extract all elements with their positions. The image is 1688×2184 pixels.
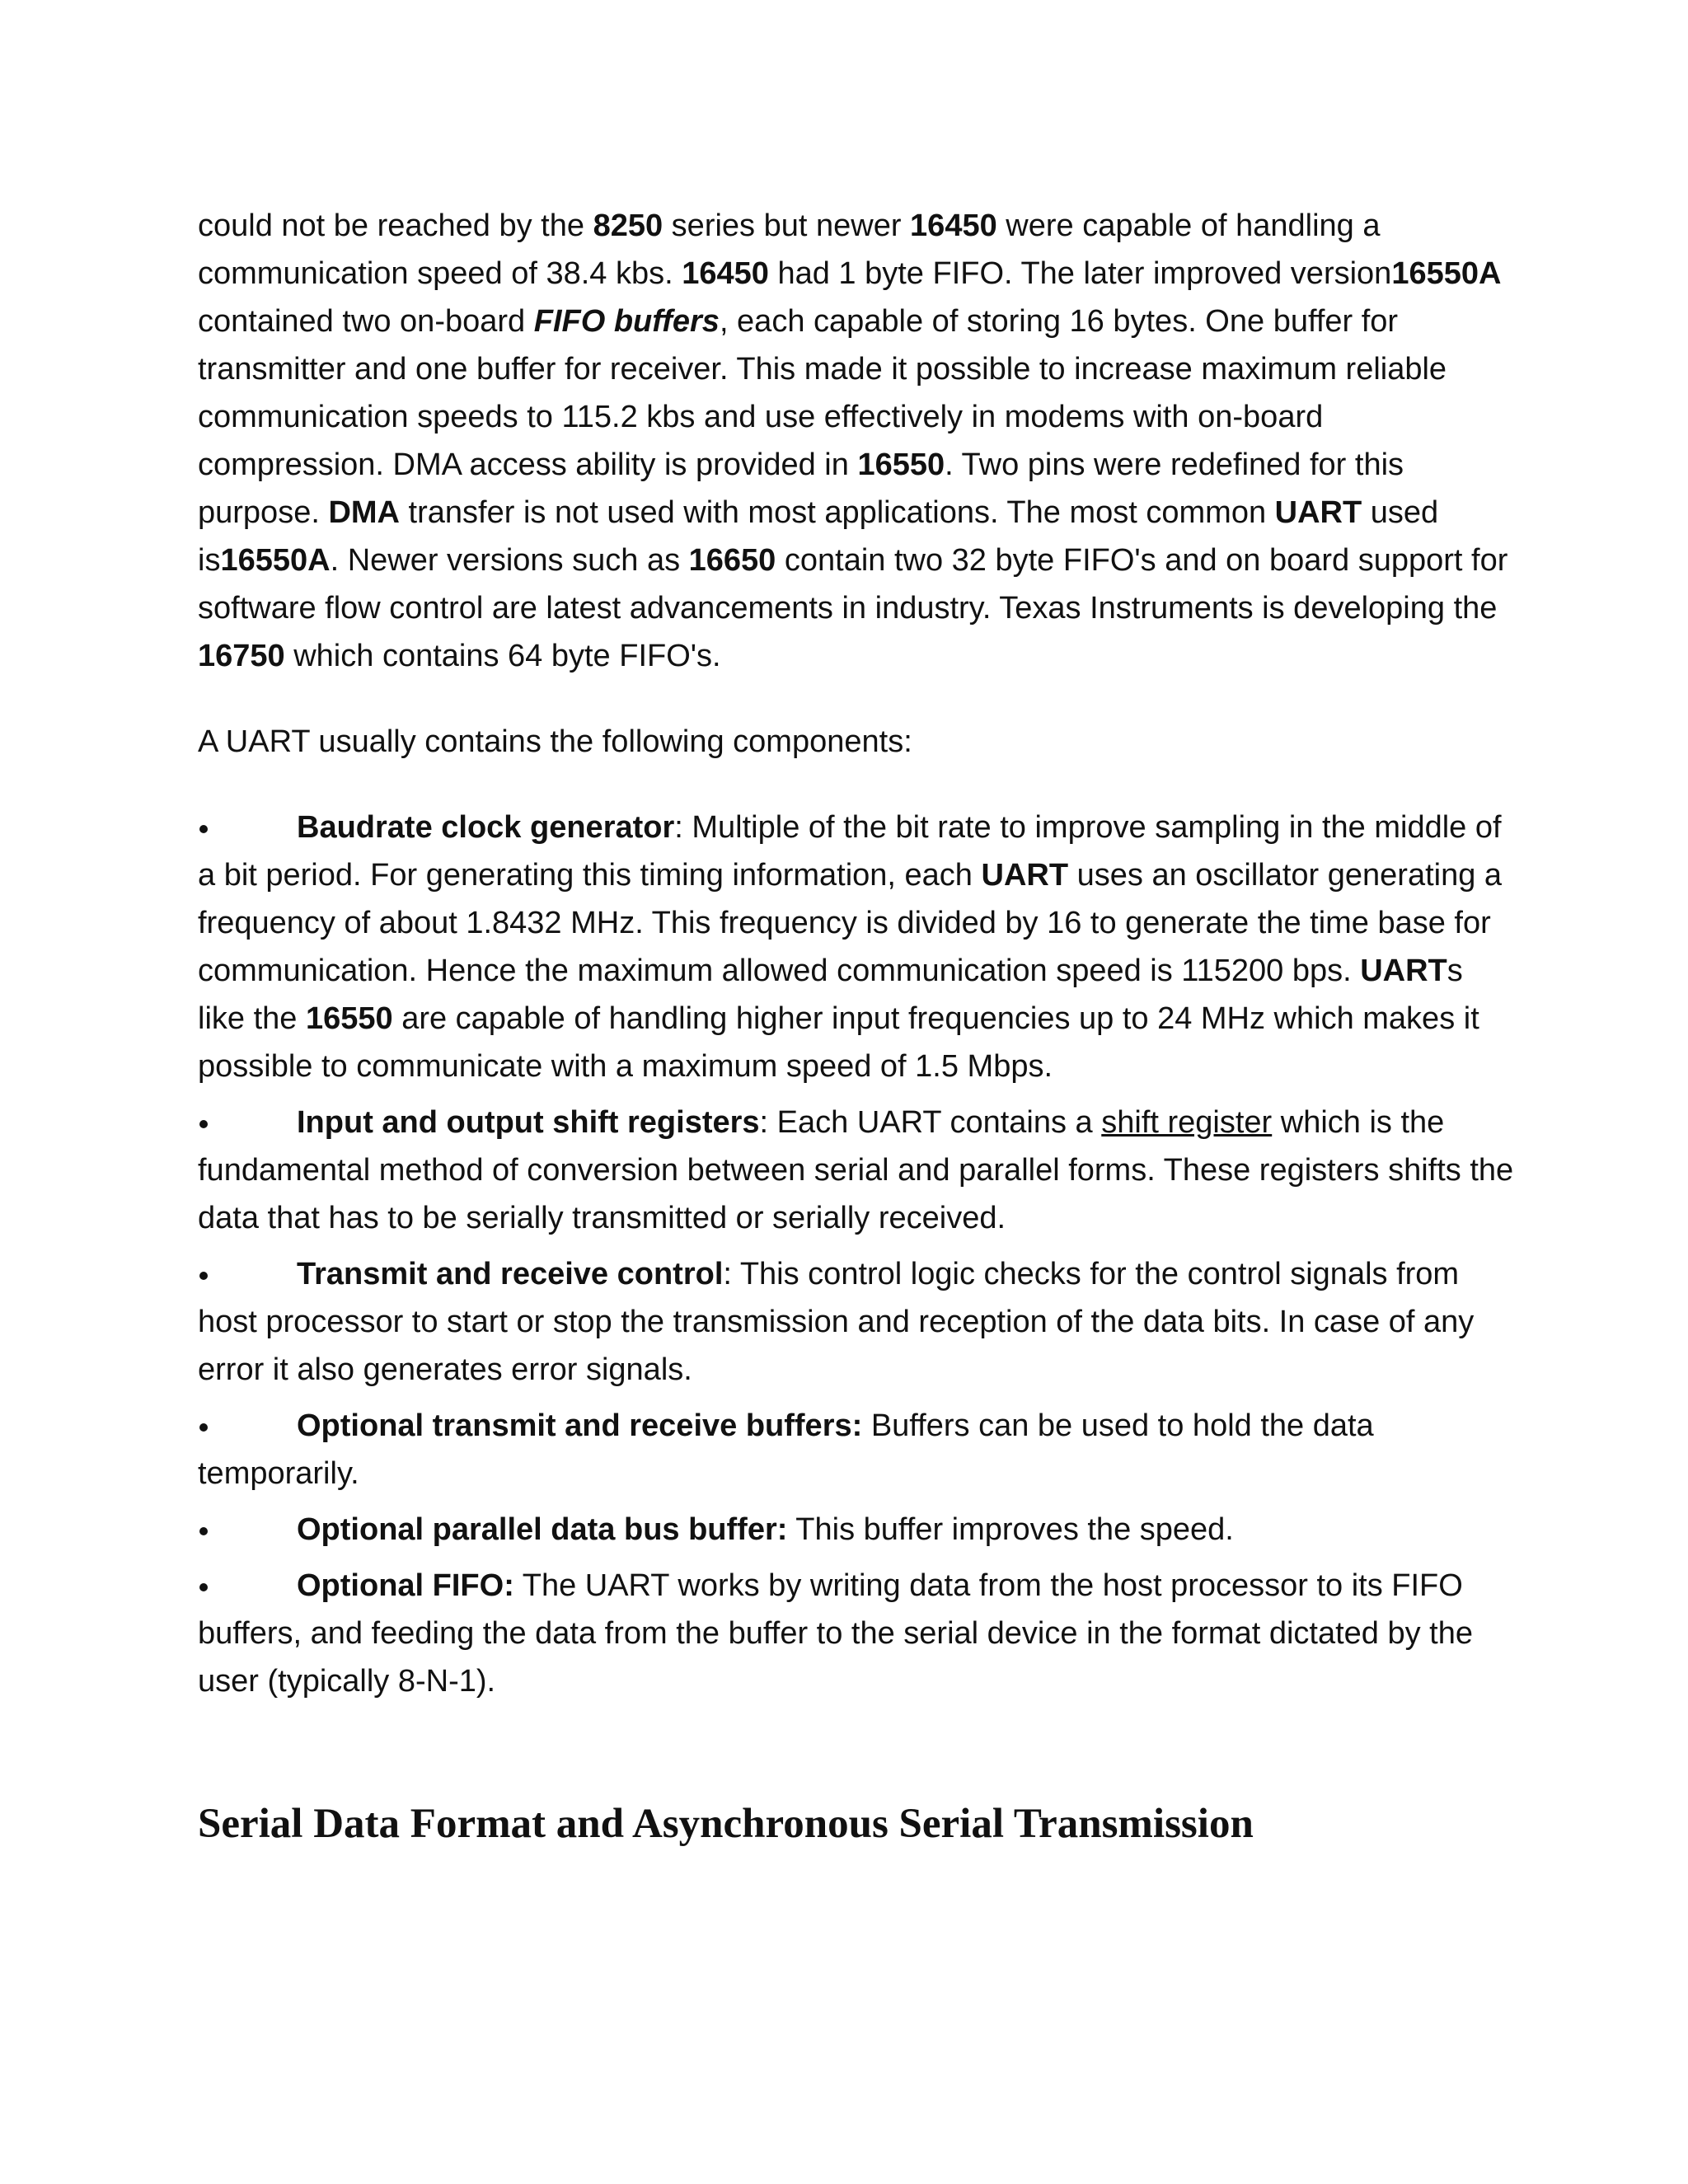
bold-term: UART xyxy=(1274,495,1362,530)
list-item xyxy=(198,1099,1517,1242)
text-run: . Two pins were redefined for this purpose. xyxy=(198,448,1404,530)
bold-italic-term: FIFO buffers xyxy=(533,304,720,339)
text-run: : This control logic checks for the control signals from host processor to start or stop the transmission and reception of the data bits. In case of any error it also generates error signals. xyxy=(198,1257,1475,1387)
text-run: transfer is not used with most applications. The most common xyxy=(400,495,1275,530)
text-run: were capable of handling a communication speed of 38.4 kbs. xyxy=(198,209,1381,291)
bold-term: UART xyxy=(1360,954,1447,988)
bold-term: 16750 xyxy=(198,639,285,673)
text-run: , each capable of storing 16 bytes. One buffer for transmitter and one buffer for receiver. This made it possible to increase maximum reliable communication speeds to 115.2 kbs and use effectively in modems with on-board compression. DMA access ability is provided in xyxy=(198,304,1447,482)
text-run: : Each UART contains a xyxy=(759,1105,1102,1140)
list-item xyxy=(198,1402,1517,1497)
bullet-icon xyxy=(198,1562,297,1610)
text-run: had 1 byte FIFO. The later improved version xyxy=(768,256,1392,291)
item-title: Optional FIFO: xyxy=(297,1568,514,1603)
text-run: which contains 64 byte FIFO's. xyxy=(284,639,721,673)
section-heading: Serial Data Format and Asynchronous Serial Transmission xyxy=(198,1801,1254,1847)
text-run: uses an oscillator generating a frequency of about 1.8432 MHz. This frequency is divided by 16 to generate the time base for communication. Hence the maximum allowed communication speed is 115200 bps. xyxy=(198,858,1503,988)
text-run: Buffers can be used to hold the data temporarily. xyxy=(198,1408,1374,1491)
bold-term: 16450 xyxy=(682,256,769,291)
page-body xyxy=(198,202,1517,1713)
item-title: Optional parallel data bus buffer: xyxy=(297,1512,788,1547)
list-item xyxy=(198,1562,1517,1705)
bold-term: 8250 xyxy=(593,209,663,243)
text-run: contain two 32 byte FIFO's and on board support for software flow control are latest advancements in industry. Texas Instruments is developing the xyxy=(198,543,1508,626)
components-intro-paragraph: A UART usually contains the following components: xyxy=(198,724,912,759)
bold-term: UART xyxy=(981,858,1069,893)
bold-term: 16550 xyxy=(305,1001,393,1036)
list-item xyxy=(198,1250,1517,1394)
uart-history-paragraph xyxy=(198,202,1517,680)
bold-term: 16550 xyxy=(857,448,945,482)
text-run: could not be reached by the xyxy=(198,209,593,243)
text-run: contained two on-board xyxy=(198,304,534,339)
text-run: used is xyxy=(198,495,1439,578)
text-run: are capable of handling higher input frequencies up to 24 MHz which makes it possible to communicate with a maximum speed of 1.5 Mbps. xyxy=(198,1001,1479,1084)
item-title: Input and output shift registers xyxy=(297,1105,760,1140)
bullet-icon xyxy=(198,1402,297,1450)
text-run: . Newer versions such as xyxy=(330,543,689,578)
bullet-icon xyxy=(198,1099,297,1146)
text-run: series but newer xyxy=(663,209,911,243)
item-title: Transmit and receive control xyxy=(297,1257,724,1291)
bullet-icon xyxy=(198,804,297,851)
item-title: Baudrate clock generator xyxy=(297,810,675,845)
text-run: : Multiple of the bit rate to improve sampling in the middle of a bit period. For generating this timing information, each xyxy=(198,810,1502,893)
text-run: This buffer improves the speed. xyxy=(787,1512,1234,1547)
text-run: which is the fundamental method of conversion between serial and parallel forms. These registers shifts the data that has to be serially transmitted or serially received. xyxy=(198,1105,1514,1235)
components-list xyxy=(198,804,1517,1705)
bullet-icon xyxy=(198,1506,297,1554)
text-run: s like the xyxy=(198,954,1463,1036)
list-item xyxy=(198,1506,1517,1554)
item-title: Optional transmit and receive buffers: xyxy=(297,1408,863,1443)
bold-term: 16450 xyxy=(910,209,997,243)
bullet-icon xyxy=(198,1250,297,1298)
bold-term: DMA xyxy=(328,495,400,530)
list-item xyxy=(198,804,1517,1090)
bold-term: 16650 xyxy=(688,543,776,578)
shift-register-link[interactable]: shift register xyxy=(1101,1105,1273,1140)
bold-term: 16550A xyxy=(220,543,331,578)
text-run: The UART works by writing data from the host processor to its FIFO buffers, and feeding the data from the buffer to the serial device in the format dictated by the user (typically 8-N-1). xyxy=(198,1568,1473,1699)
bold-term: 16550A xyxy=(1391,256,1502,291)
